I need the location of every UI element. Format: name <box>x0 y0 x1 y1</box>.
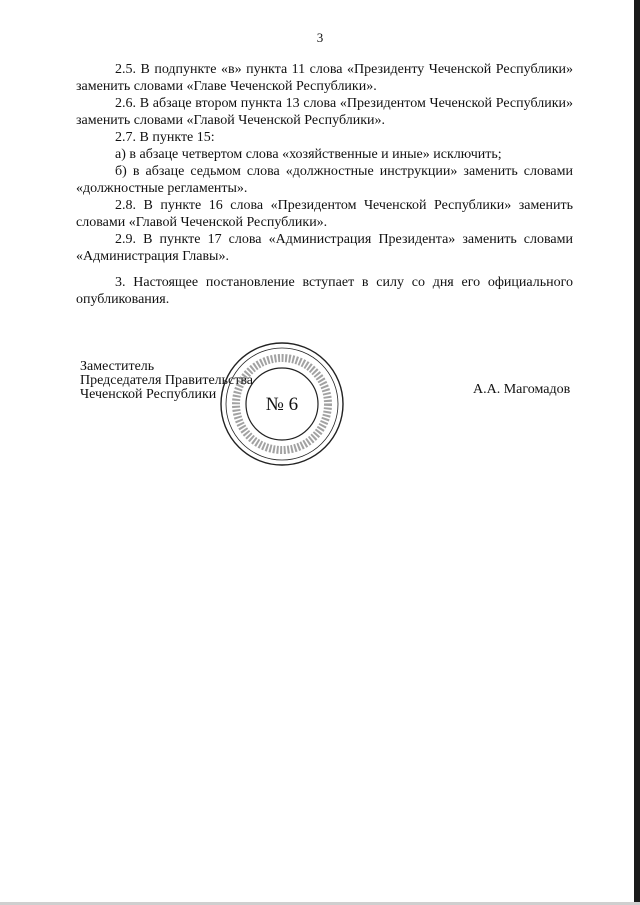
paragraph-2-7-a: а) в абзаце четвертом слова «хозяйственные и иные» исключить; <box>115 147 502 162</box>
paragraph-2-8: 2.8. В пункте 16 слова «Президентом Чеченской Республики» заменить словами «Главой Чеченской Республики». <box>76 198 573 230</box>
paragraph-3: 3. Настоящее постановление вступает в силу со дня его официального опубликования. <box>76 275 573 307</box>
paragraph-2-5: 2.5. В подпункте «в» пункта 11 слова «Президенту Чеченской Республики» заменить словами «Главе Чеченской Республики». <box>76 62 573 94</box>
stamp-number: № 6 <box>265 394 299 415</box>
paragraph-2-7: 2.7. В пункте 15: <box>115 130 215 145</box>
document-body <box>76 61 573 308</box>
paragraph-2-6: 2.6. В абзаце втором пункта 13 слова «Президентом Чеченской Республики» заменить словами «Главой Чеченской Республики». <box>76 96 573 128</box>
signatory-title-line-3: Чеченской Республики <box>80 387 217 402</box>
signatory-title-line-1: Заместитель <box>80 359 155 374</box>
paragraph-2-7-b: б) в абзаце седьмом слова «должностные инструкции» заменить словами «должностные регламенты». <box>76 164 573 196</box>
scan-edge-shadow <box>634 0 640 905</box>
official-stamp <box>218 340 346 468</box>
signatory-title-line-2: Председателя Правительства <box>80 373 254 388</box>
paragraph-2-9: 2.9. В пункте 17 слова «Администрация Президента» заменить словами «Администрация Главы». <box>76 232 573 264</box>
page-number: 3 <box>316 30 324 45</box>
signatory-name: А.А. Магомадов <box>473 382 571 397</box>
